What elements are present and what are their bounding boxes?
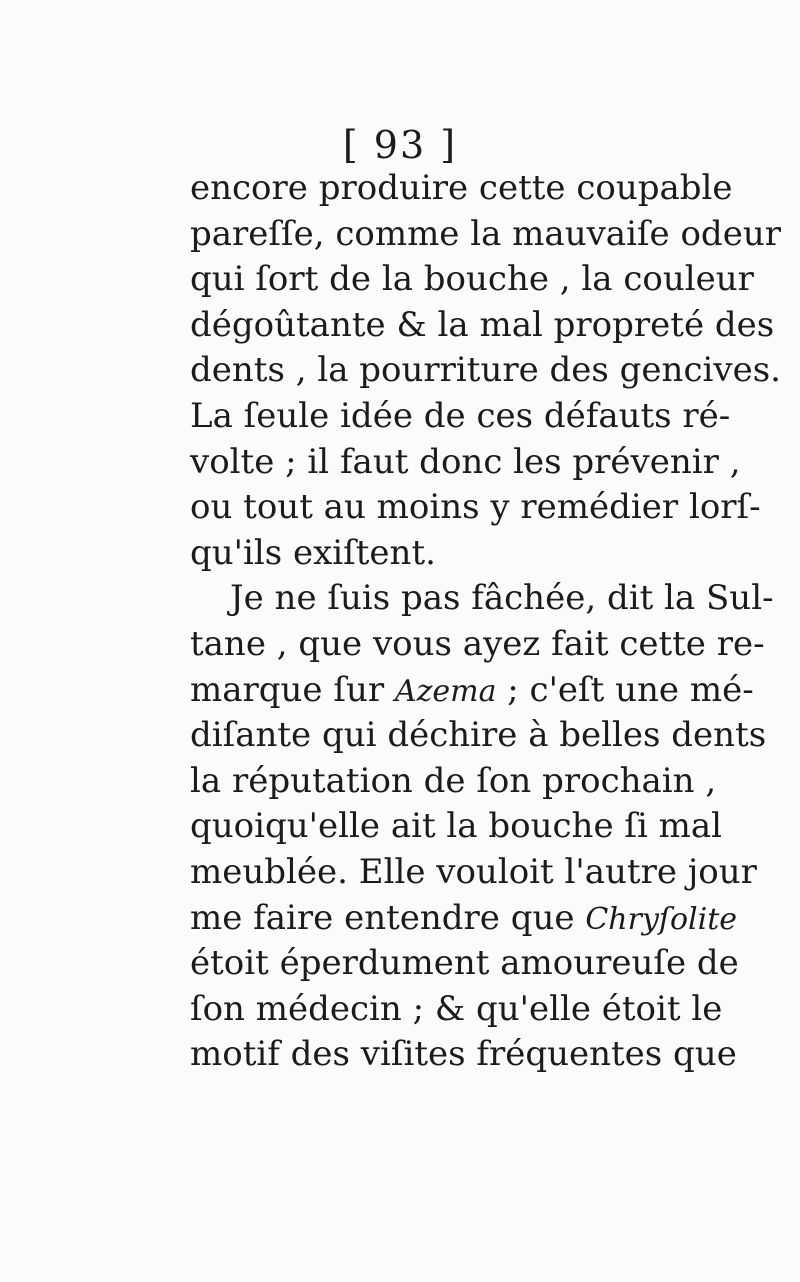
- text-line: [190, 668, 754, 714]
- text-line: Je ne ſuis pas fâchée, dit la Sul-: [230, 578, 774, 619]
- text-line: encore produire cette coupable: [190, 168, 733, 208]
- text-line: quoiqu'elle ait la bouche ſi mal: [190, 806, 723, 847]
- text-line: tane , que vous ayez fait cette re-: [190, 623, 765, 664]
- text-line: étoit éperdument amoureuſe de: [190, 943, 739, 984]
- text-segment: marque ſur: [190, 669, 395, 710]
- text-line: volte ; il faut donc les prévenir ,: [190, 441, 741, 482]
- italic-name-azema: Azema: [394, 673, 497, 709]
- text-segment: ; c'eſt une mé-: [496, 669, 754, 710]
- text-line: qui ſort de la bouche , la couleur: [190, 259, 754, 300]
- text-segment: me faire entendre que: [190, 897, 586, 938]
- text-line: ou tout au moins y remédier lorſ-: [190, 487, 761, 528]
- text-line: meublée. Elle vouloit l'autre jour: [190, 851, 757, 892]
- text-line: dents , la pourriture des gencives.: [190, 350, 781, 391]
- text-line: [190, 896, 738, 942]
- page-number: [ 93 ]: [342, 123, 458, 167]
- text-line: motif des viſites fréquentes que: [190, 1034, 737, 1075]
- body-text: [190, 166, 781, 1078]
- text-line: qu'ils exiſtent.: [190, 532, 436, 573]
- text-line: diſante qui déchire à belles dents: [190, 715, 767, 756]
- text-line: dégoûtante & la mal propreté des: [190, 304, 775, 345]
- italic-name-chrysolite: Chryſolite: [585, 901, 738, 937]
- text-line: La ſeule idée de ces défauts ré-: [190, 395, 731, 436]
- text-line: la réputation de ſon prochain ,: [190, 760, 717, 801]
- text-line: pareſſe, comme la mauvaiſe odeur: [190, 213, 781, 254]
- text-line: ſon médecin ; & qu'elle étoit le: [190, 988, 723, 1029]
